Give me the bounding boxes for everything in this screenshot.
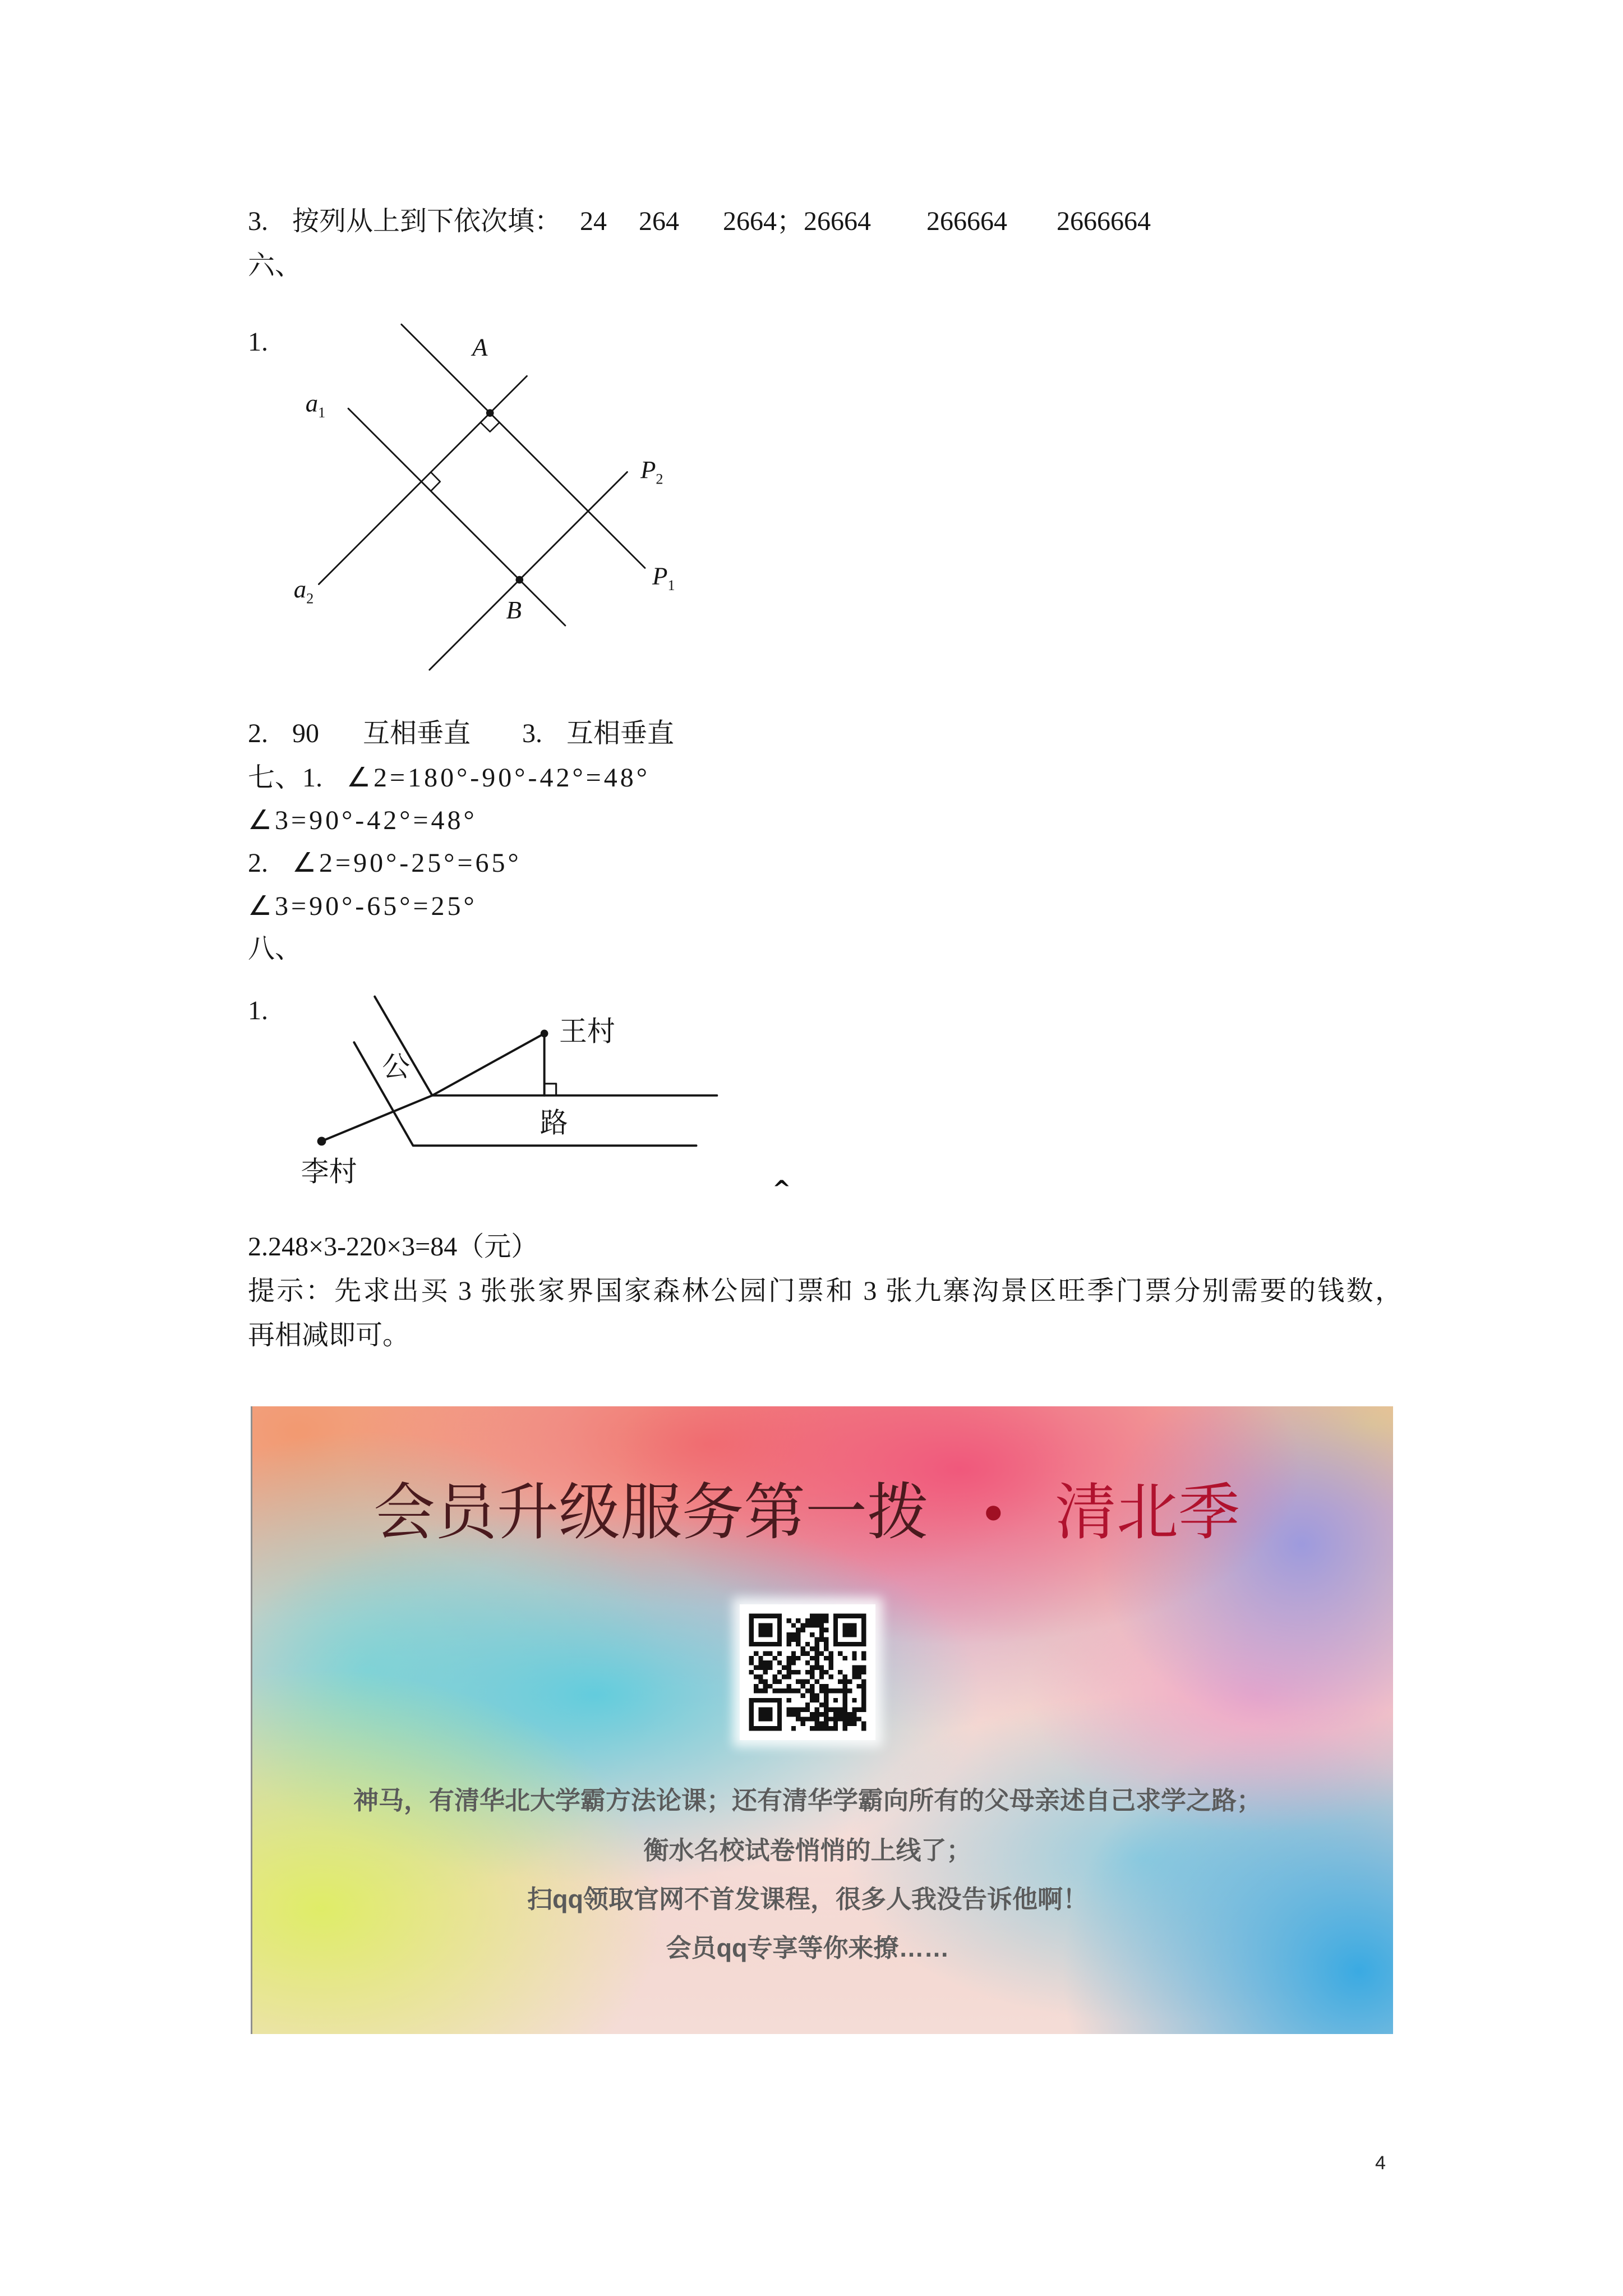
qr-module	[796, 1670, 800, 1674]
qr-module	[772, 1674, 777, 1679]
qr-module	[857, 1665, 861, 1669]
qr-module	[824, 1618, 828, 1623]
qr-module	[843, 1656, 847, 1660]
q6-1-label: 1.	[248, 327, 268, 357]
qr-module	[815, 1618, 819, 1623]
point-b-label: B	[506, 595, 522, 624]
qr-module	[815, 1708, 819, 1712]
qr-module	[777, 1660, 782, 1665]
banner-text-line: 衡水名校试卷悄悄的上线了；	[643, 1836, 972, 1865]
qr-module	[824, 1646, 828, 1651]
hint-line: 提示：先求出买 3 张张家界国家森林公园门票和 3 张九寨沟景区旺季门票分别需要的钱数，	[248, 1276, 1402, 1306]
qr-module	[833, 1722, 838, 1726]
route-line	[321, 1033, 544, 1141]
qr-module	[861, 1708, 866, 1712]
qr-module	[852, 1674, 856, 1679]
qr-module	[852, 1712, 856, 1717]
qr-finder	[843, 1623, 857, 1637]
q5-3-value: 2664；26664	[723, 206, 872, 236]
qr-module	[838, 1651, 842, 1655]
line-p1-letter: P	[652, 562, 668, 590]
qr-module	[824, 1670, 828, 1674]
qr-module	[852, 1698, 856, 1703]
q5-3-lead: 按列从上到下依次填：	[292, 206, 562, 236]
line-a2-letter: a	[293, 575, 307, 604]
qr-module	[847, 1717, 852, 1721]
qr-module	[782, 1665, 786, 1669]
village-wang-point	[541, 1030, 548, 1038]
qr-module	[791, 1670, 796, 1674]
qr-module	[833, 1712, 838, 1717]
qr-module	[861, 1680, 866, 1684]
qr-module	[782, 1674, 786, 1679]
qr-module	[852, 1651, 856, 1655]
qr-module	[824, 1628, 828, 1632]
point-a-label: A	[472, 333, 488, 361]
line-a1-letter: a	[305, 389, 319, 417]
q7-1-line: ∠2=180°-90°-42°=48°	[347, 763, 650, 793]
qr-module	[815, 1665, 819, 1669]
road-edge-upper	[375, 997, 717, 1096]
qr-module	[786, 1637, 791, 1641]
qr-module	[758, 1665, 763, 1669]
qr-module	[815, 1680, 819, 1684]
qr-module	[824, 1722, 828, 1726]
qr-module	[754, 1688, 758, 1693]
qr-module	[810, 1688, 814, 1693]
qr-module	[805, 1642, 810, 1646]
qr-module	[768, 1660, 772, 1665]
q7-2-line: ∠3=90°-65°=25°	[248, 891, 477, 921]
qr-module	[843, 1680, 847, 1684]
qr-module	[791, 1660, 796, 1665]
qr-module	[758, 1674, 763, 1679]
qr-module	[852, 1665, 856, 1669]
qr-module	[857, 1717, 861, 1721]
section-8-heading: 八、	[248, 934, 302, 964]
qr-module	[810, 1670, 814, 1674]
qr-module	[768, 1665, 772, 1669]
qr-module	[843, 1717, 847, 1721]
perpendicular-lines-diagram	[280, 310, 701, 686]
qr-module	[852, 1708, 856, 1712]
qr-module	[772, 1688, 777, 1693]
qr-module	[754, 1684, 758, 1688]
qr-module	[786, 1660, 791, 1665]
qr-module	[838, 1680, 842, 1684]
qr-module	[815, 1623, 819, 1627]
qr-module	[857, 1684, 861, 1688]
qr-module	[847, 1722, 852, 1726]
qr-module	[815, 1712, 819, 1717]
qr-module	[800, 1694, 805, 1698]
village-li-point	[317, 1137, 326, 1145]
qr-module	[819, 1688, 824, 1693]
qr-module	[800, 1717, 805, 1721]
qr-module	[819, 1665, 824, 1669]
qr-module	[754, 1665, 758, 1669]
qr-module	[815, 1646, 819, 1651]
qr-module	[857, 1708, 861, 1712]
qr-module	[763, 1684, 768, 1688]
qr-module	[819, 1703, 824, 1707]
qr-module	[810, 1614, 814, 1618]
qr-module	[786, 1684, 791, 1688]
qr-module	[749, 1660, 754, 1665]
qr-code-icon	[740, 1604, 875, 1740]
qr-module	[810, 1712, 814, 1717]
qr-module	[796, 1717, 800, 1721]
qr-module	[791, 1712, 796, 1717]
qr-module	[791, 1688, 796, 1693]
right-angle-mark	[545, 1084, 556, 1096]
qr-module	[829, 1665, 833, 1669]
qr-module	[833, 1726, 838, 1731]
qr-module	[796, 1642, 800, 1646]
qr-module	[763, 1660, 768, 1665]
qr-module	[819, 1628, 824, 1632]
qr-module	[777, 1680, 782, 1684]
qr-module	[749, 1656, 754, 1660]
qr-module	[824, 1642, 828, 1646]
q6-3-label: 3.	[522, 719, 542, 748]
qr-module	[829, 1651, 833, 1655]
qr-module	[805, 1660, 810, 1665]
point-a	[486, 409, 494, 417]
qr-module	[819, 1674, 824, 1679]
qr-module	[824, 1637, 828, 1641]
line-a1-subscript: 1	[318, 404, 326, 421]
qr-module	[847, 1680, 852, 1684]
qr-module	[786, 1670, 791, 1674]
qr-module	[819, 1632, 824, 1637]
qr-module	[815, 1642, 819, 1646]
qr-module	[838, 1717, 842, 1721]
qr-module	[829, 1656, 833, 1660]
qr-module	[810, 1694, 814, 1698]
qr-module	[800, 1623, 805, 1627]
qr-module	[843, 1726, 847, 1731]
qr-module	[796, 1628, 800, 1632]
qr-module	[758, 1680, 763, 1684]
qr-module	[824, 1726, 828, 1731]
qr-module	[758, 1660, 763, 1665]
qr-module	[772, 1656, 777, 1660]
qr-module	[805, 1670, 810, 1674]
village-wang-label: 王村	[559, 1015, 615, 1048]
banner-text-line: 会员qq专享等你来撩……	[666, 1934, 949, 1962]
q7-1-line: ∠3=90°-42°=48°	[248, 806, 477, 835]
qr-module	[815, 1651, 819, 1655]
qr-alignment	[833, 1698, 838, 1703]
q5-3-value: 2666664	[1057, 206, 1151, 236]
qr-module	[791, 1632, 796, 1637]
q7-1-label: 1.	[302, 763, 322, 793]
qr-module	[852, 1670, 856, 1674]
line-through-b-p2	[430, 472, 628, 670]
q6-2-label: 2.	[248, 719, 268, 748]
qr-module	[852, 1717, 856, 1721]
qr-module	[763, 1665, 768, 1669]
qr-module	[758, 1656, 763, 1660]
qr-module	[796, 1708, 800, 1712]
q6-2-value: 90	[292, 719, 319, 748]
line-a2-label	[294, 575, 314, 607]
road-label: 路	[540, 1106, 568, 1139]
right-angle-mark	[431, 472, 440, 491]
qr-module	[791, 1726, 796, 1731]
qr-module	[800, 1646, 805, 1651]
qr-module	[819, 1722, 824, 1726]
qr-module	[810, 1726, 814, 1731]
qr-module	[763, 1651, 768, 1655]
qr-module	[782, 1688, 786, 1693]
qr-module	[786, 1708, 791, 1712]
qr-module	[800, 1684, 805, 1688]
qr-module	[861, 1722, 866, 1726]
qr-module	[791, 1637, 796, 1641]
qr-module	[861, 1651, 866, 1655]
qr-module	[749, 1670, 754, 1674]
qr-module	[800, 1628, 805, 1632]
banner-text-line: 神马，有清华北大学霸方法论课；还有清华学霸向所有的父母亲述自己求学之路；	[353, 1786, 1262, 1815]
qr-module	[800, 1680, 805, 1684]
qr-module	[805, 1651, 810, 1655]
line-a2	[319, 376, 527, 584]
qr-module	[819, 1637, 824, 1641]
qr-code-graphic	[740, 1604, 875, 1740]
qr-module	[861, 1670, 866, 1674]
qr-module	[810, 1618, 814, 1623]
banner-title-dot: •	[983, 1479, 1004, 1547]
right-angle-mark	[481, 422, 500, 432]
qr-module	[815, 1656, 819, 1660]
qr-module	[852, 1656, 856, 1660]
qr-module	[824, 1614, 828, 1618]
qr-module	[861, 1684, 866, 1688]
qr-module	[758, 1688, 763, 1693]
q8-1-label: 1.	[248, 996, 268, 1025]
qr-module	[815, 1637, 819, 1641]
qr-module	[861, 1698, 866, 1703]
qr-module	[777, 1688, 782, 1693]
qr-module	[847, 1712, 852, 1717]
qr-module	[829, 1674, 833, 1679]
qr-module	[791, 1656, 796, 1660]
qr-module	[819, 1651, 824, 1655]
qr-module	[810, 1717, 814, 1721]
promo-banner	[251, 1406, 1393, 2034]
qr-module	[796, 1712, 800, 1717]
qr-finder	[758, 1708, 772, 1722]
page-number: 4	[1375, 2152, 1386, 2174]
qr-module	[847, 1688, 852, 1693]
qr-module	[861, 1703, 866, 1707]
qr-module	[786, 1688, 791, 1693]
qr-module	[810, 1646, 814, 1651]
qr-module	[791, 1708, 796, 1712]
qr-module	[819, 1623, 824, 1627]
qr-module	[861, 1656, 866, 1660]
qr-module	[810, 1632, 814, 1637]
section-6-heading: 六、	[248, 251, 302, 280]
line-p2-label	[640, 455, 663, 487]
qr-module	[815, 1726, 819, 1731]
qr-module	[815, 1614, 819, 1618]
qr-module	[786, 1632, 791, 1637]
qr-module	[796, 1618, 800, 1623]
qr-module	[861, 1688, 866, 1693]
qr-module	[796, 1688, 800, 1693]
qr-module	[800, 1651, 805, 1655]
qr-module	[829, 1726, 833, 1731]
qr-module	[815, 1660, 819, 1665]
qr-module	[796, 1632, 800, 1637]
qr-module	[796, 1656, 800, 1660]
qr-module	[819, 1614, 824, 1618]
qr-module	[754, 1651, 758, 1655]
qr-module	[805, 1717, 810, 1721]
section-7-heading: 七、	[248, 763, 302, 793]
qr-module	[786, 1642, 791, 1646]
qr-module	[810, 1665, 814, 1669]
qr-module	[824, 1656, 828, 1660]
line-a1-label	[306, 389, 326, 421]
qr-finder	[758, 1623, 772, 1637]
qr-module	[819, 1618, 824, 1623]
qr-module	[829, 1660, 833, 1665]
qr-module	[861, 1694, 866, 1698]
qr-module	[815, 1722, 819, 1726]
qr-module	[791, 1623, 796, 1627]
qr-module	[805, 1688, 810, 1693]
village-li-label: 李村	[301, 1155, 357, 1188]
q5-3-label: 3.	[248, 206, 268, 236]
banner-title-accent: 清北季	[1055, 1479, 1240, 1547]
qr-module	[805, 1623, 810, 1627]
qr-module	[777, 1670, 782, 1674]
qr-module	[768, 1651, 772, 1655]
qr-module	[786, 1674, 791, 1679]
hint-line: 再相减即可。	[248, 1320, 410, 1350]
line-a1	[348, 408, 565, 625]
line-p1-subscript: 1	[667, 577, 675, 593]
qr-module	[772, 1680, 777, 1684]
qr-module	[810, 1656, 814, 1660]
qr-module	[861, 1726, 866, 1731]
qr-module	[843, 1712, 847, 1717]
point-b	[515, 576, 523, 584]
qr-module	[852, 1722, 856, 1726]
qr-module	[763, 1688, 768, 1693]
qr-module	[857, 1670, 861, 1674]
qr-module	[819, 1726, 824, 1731]
qr-module	[800, 1708, 805, 1712]
road-villages-diagram	[288, 982, 730, 1196]
qr-module	[777, 1651, 782, 1655]
banner-text-line: 扫qq领取官网不首发课程，很多人我没告诉他啊！	[527, 1885, 1088, 1913]
qr-module	[819, 1684, 824, 1688]
qr-module	[824, 1717, 828, 1721]
qr-module	[796, 1680, 800, 1684]
qr-module	[857, 1674, 861, 1679]
q7-2-line: ∠2=90°-25°=65°	[292, 848, 522, 878]
qr-module	[838, 1712, 842, 1717]
qr-module	[800, 1722, 805, 1726]
qr-module	[786, 1712, 791, 1717]
qr-module	[786, 1698, 791, 1703]
qr-module	[796, 1637, 800, 1641]
line-a2-subscript: 2	[306, 590, 314, 607]
q6-3-answer: 互相垂直	[566, 719, 675, 748]
qr-module	[833, 1717, 838, 1721]
qr-module	[819, 1712, 824, 1717]
q8-2-line: 2.248×3-220×3=84（元）	[248, 1232, 538, 1262]
qr-module	[843, 1674, 847, 1679]
qr-module	[786, 1656, 791, 1660]
line-p1-label	[652, 562, 675, 593]
qr-module	[815, 1717, 819, 1721]
qr-module	[810, 1684, 814, 1688]
qr-module	[810, 1674, 814, 1679]
qr-module	[824, 1712, 828, 1717]
qr-module	[805, 1703, 810, 1707]
road-label: 公	[382, 1050, 411, 1083]
qr-module	[861, 1665, 866, 1669]
banner-title-main: 会员升级服务第一拨	[374, 1479, 929, 1547]
qr-module	[815, 1694, 819, 1698]
qr-module	[838, 1670, 842, 1674]
qr-module	[763, 1670, 768, 1674]
q6-2-answer: 互相垂直	[363, 719, 471, 748]
qr-module	[786, 1618, 791, 1623]
q5-3-value: 264	[639, 206, 679, 236]
qr-module	[791, 1651, 796, 1655]
qr-module	[763, 1680, 768, 1684]
qr-module	[824, 1684, 828, 1688]
qr-module	[829, 1717, 833, 1721]
line-p2-subscript: 2	[656, 471, 663, 487]
qr-module	[754, 1674, 758, 1679]
qr-module	[805, 1708, 810, 1712]
qr-module	[805, 1618, 810, 1623]
qr-module	[819, 1670, 824, 1674]
caret-mark: ^	[772, 1176, 791, 1202]
qr-module	[843, 1722, 847, 1726]
q5-3-value: 24	[580, 206, 607, 236]
qr-module	[805, 1680, 810, 1684]
qr-module	[810, 1623, 814, 1627]
line-through-a-p1	[402, 324, 645, 568]
qr-module	[815, 1698, 819, 1703]
qr-module	[810, 1698, 814, 1703]
q7-2-label: 2.	[248, 848, 268, 878]
qr-module	[786, 1665, 791, 1669]
q5-3-value: 266664	[926, 206, 1007, 236]
qr-module	[843, 1684, 847, 1688]
line-p2-letter: P	[640, 455, 656, 484]
qr-module	[768, 1684, 772, 1688]
